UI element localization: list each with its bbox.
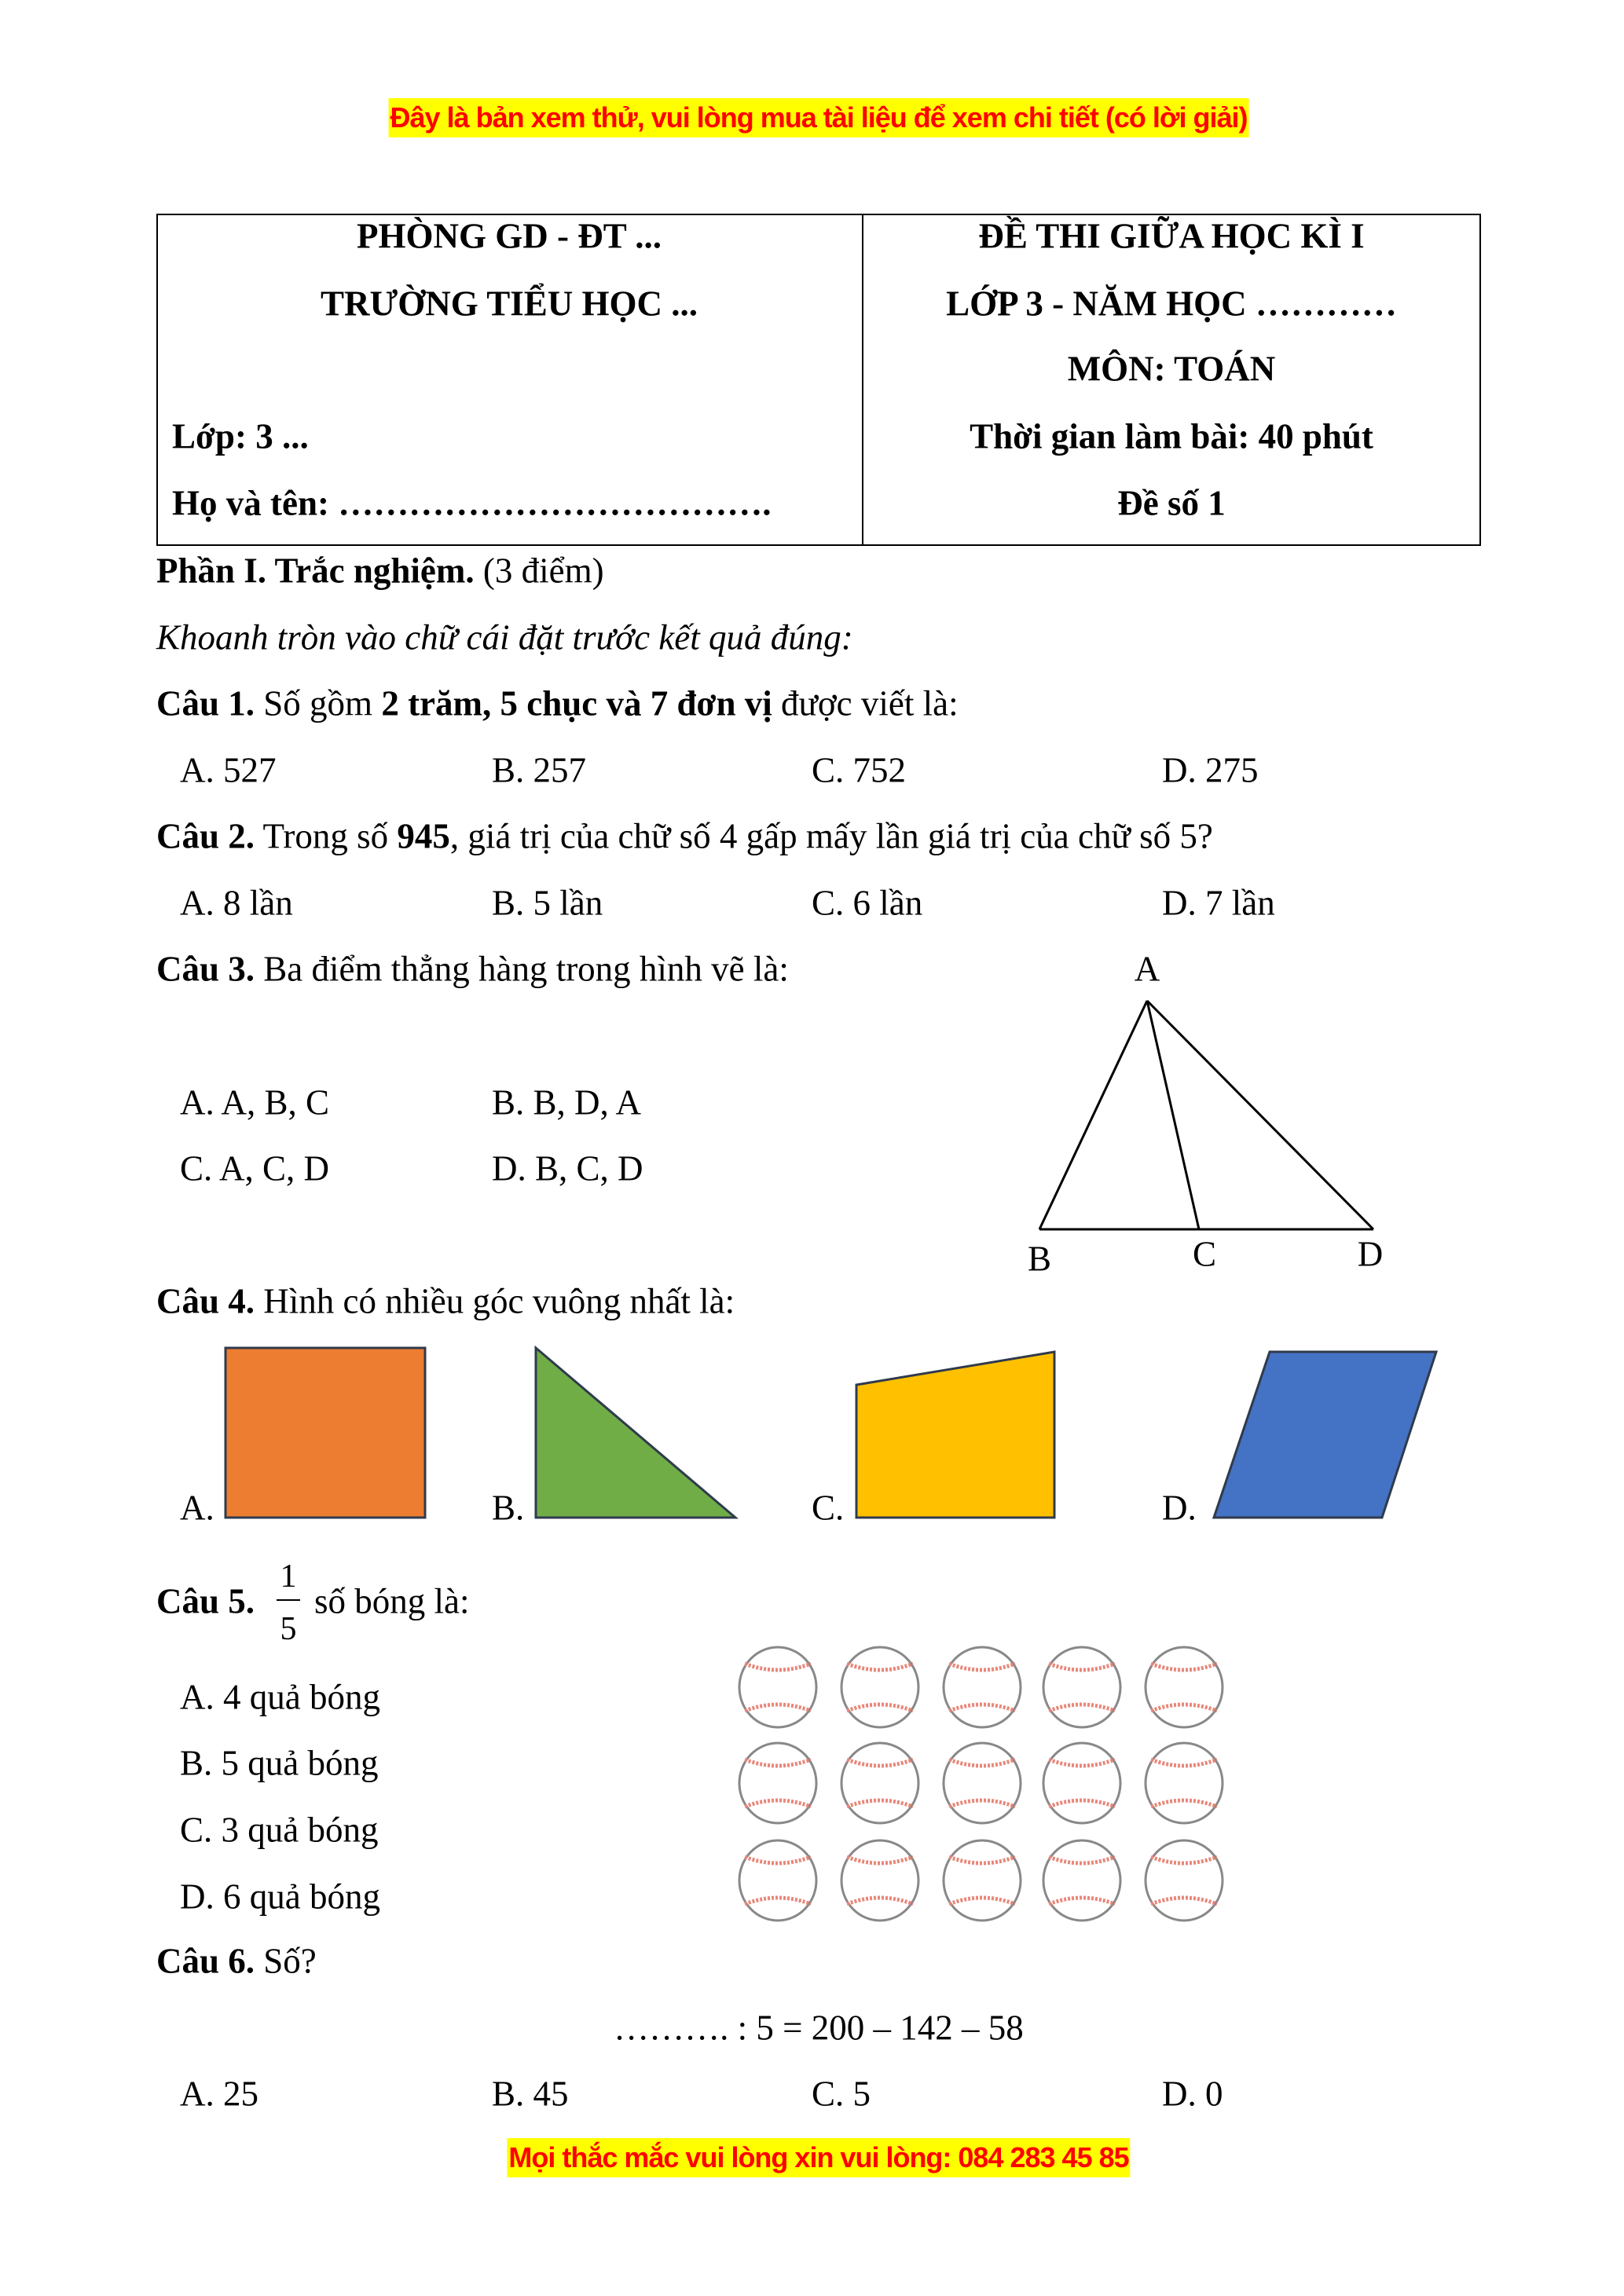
line-ad bbox=[1147, 1001, 1373, 1229]
option[interactable]: C. 752 bbox=[812, 750, 907, 790]
option[interactable]: C. 3 quả bóng bbox=[180, 1810, 379, 1850]
option[interactable]: A. A, B, C bbox=[180, 1082, 330, 1122]
line-ab bbox=[1039, 1001, 1147, 1229]
ball-icon bbox=[944, 1647, 1021, 1727]
option[interactable]: B. 5 lần bbox=[492, 883, 603, 923]
option[interactable]: D. 7 lần bbox=[1162, 883, 1275, 923]
q-text: Số? bbox=[263, 1941, 317, 1981]
ball-icon bbox=[1146, 1743, 1223, 1823]
q-label: Câu 3. bbox=[156, 949, 255, 989]
q-label: Câu 6. bbox=[156, 1941, 255, 1981]
option[interactable]: D. 275 bbox=[1162, 750, 1259, 790]
ball-icon bbox=[1043, 1647, 1120, 1727]
option[interactable]: B. 257 bbox=[492, 750, 587, 790]
q-text-bold: 2 trăm, 5 chục và 7 đơn vị bbox=[381, 683, 772, 723]
part1-title: Phần I. Trắc nghiệm. bbox=[156, 551, 475, 591]
shape-parallelogram bbox=[1214, 1352, 1436, 1518]
shape-square bbox=[225, 1348, 425, 1518]
option[interactable]: B. bbox=[492, 1488, 525, 1528]
triangle-figure bbox=[1039, 1001, 1373, 1229]
ball-icon bbox=[1146, 1647, 1223, 1727]
ball-icon bbox=[841, 1840, 918, 1921]
name-field: Họ và tên: ………………………………. bbox=[172, 483, 772, 523]
equation: ………. : 5 = 200 – 142 – 58 bbox=[614, 2008, 1024, 2048]
class-field: Lớp: 3 ... bbox=[172, 416, 309, 456]
ball-icon bbox=[1043, 1743, 1120, 1823]
duration: Thời gian làm bài: 40 phút bbox=[970, 416, 1373, 456]
q-label: Câu 5. bbox=[156, 1581, 255, 1621]
point-label-d: D bbox=[1357, 1234, 1384, 1274]
option[interactable]: C. 5 bbox=[812, 2074, 871, 2114]
option[interactable]: D. 6 quả bóng bbox=[180, 1877, 380, 1917]
ball-icon bbox=[1146, 1840, 1223, 1921]
line-ac bbox=[1147, 1001, 1199, 1229]
shape-right-triangle bbox=[536, 1348, 735, 1518]
ball-icon bbox=[739, 1840, 816, 1921]
q-text: , giá trị của chữ số 4 gấp mấy lần giá trị của chữ số 5? bbox=[449, 816, 1213, 856]
option[interactable]: C. A, C, D bbox=[180, 1148, 330, 1188]
ball-icon bbox=[739, 1743, 816, 1823]
department: PHÒNG GD - ĐT ... bbox=[357, 216, 662, 256]
q-text: Số gồm bbox=[263, 683, 382, 723]
ball-icon bbox=[841, 1647, 918, 1727]
ball-icon bbox=[1043, 1840, 1120, 1921]
q-text: được viết là: bbox=[772, 683, 959, 723]
exam-number: Đề số 1 bbox=[1117, 483, 1226, 523]
option[interactable]: A. bbox=[180, 1488, 214, 1528]
q-label: Câu 4. bbox=[156, 1281, 255, 1321]
option[interactable]: A. 25 bbox=[180, 2074, 258, 2114]
ball-icon bbox=[841, 1743, 918, 1823]
option[interactable]: A. 527 bbox=[180, 750, 277, 790]
q-text: Trong số bbox=[262, 816, 398, 856]
point-label-a: A bbox=[1134, 949, 1160, 989]
option[interactable]: A. 4 quả bóng bbox=[180, 1677, 380, 1717]
q-label: Câu 2. bbox=[156, 816, 255, 856]
fraction-numerator: 1 bbox=[280, 1558, 297, 1595]
option[interactable]: D. 0 bbox=[1162, 2074, 1223, 2114]
fraction-denominator: 5 bbox=[280, 1611, 297, 1647]
option[interactable]: C. bbox=[812, 1488, 845, 1528]
ball-icon bbox=[739, 1647, 816, 1727]
school: TRƯỜNG TIỂU HỌC ... bbox=[320, 284, 698, 324]
ball-icon bbox=[944, 1743, 1021, 1823]
exam-title: ĐỀ THI GIỮA HỌC KÌ I bbox=[978, 216, 1365, 256]
instruction: Khoanh tròn vào chữ cái đặt trước kết quả đúng: bbox=[156, 617, 853, 657]
point-label-b: B bbox=[1027, 1239, 1052, 1279]
grade-year: LỚP 3 - NĂM HỌC ………… bbox=[946, 284, 1397, 324]
q-text-bold: 945 bbox=[397, 816, 450, 856]
option[interactable]: D. bbox=[1162, 1488, 1197, 1528]
option[interactable]: B. 45 bbox=[492, 2074, 569, 2114]
balls-grid bbox=[739, 1647, 1223, 1921]
option[interactable]: D. B, C, D bbox=[492, 1148, 643, 1188]
q-text: số bóng là: bbox=[314, 1581, 470, 1621]
contact-banner: Mọi thắc mắc vui lòng xin vui lòng: 084 283 45 85 bbox=[507, 2138, 1130, 2177]
option[interactable]: B. 5 quả bóng bbox=[180, 1743, 379, 1783]
subject: MÔN: TOÁN bbox=[1067, 349, 1276, 389]
option[interactable]: C. 6 lần bbox=[812, 883, 923, 923]
q-text: Hình có nhiều góc vuông nhất là: bbox=[263, 1281, 735, 1321]
option[interactable]: A. 8 lần bbox=[180, 883, 293, 923]
q-text: Ba điểm thẳng hàng trong hình vẽ là: bbox=[263, 949, 789, 989]
option[interactable]: B. B, D, A bbox=[492, 1082, 642, 1122]
shape-trapezoid bbox=[856, 1352, 1054, 1518]
preview-banner: Đây là bản xem thử, vui lòng mua tài liệu để xem chi tiết (có lời giải) bbox=[389, 98, 1249, 137]
part1-points: (3 điểm) bbox=[482, 551, 604, 591]
point-label-c: C bbox=[1192, 1234, 1217, 1274]
q-label: Câu 1. bbox=[156, 683, 255, 723]
ball-icon bbox=[944, 1840, 1021, 1921]
